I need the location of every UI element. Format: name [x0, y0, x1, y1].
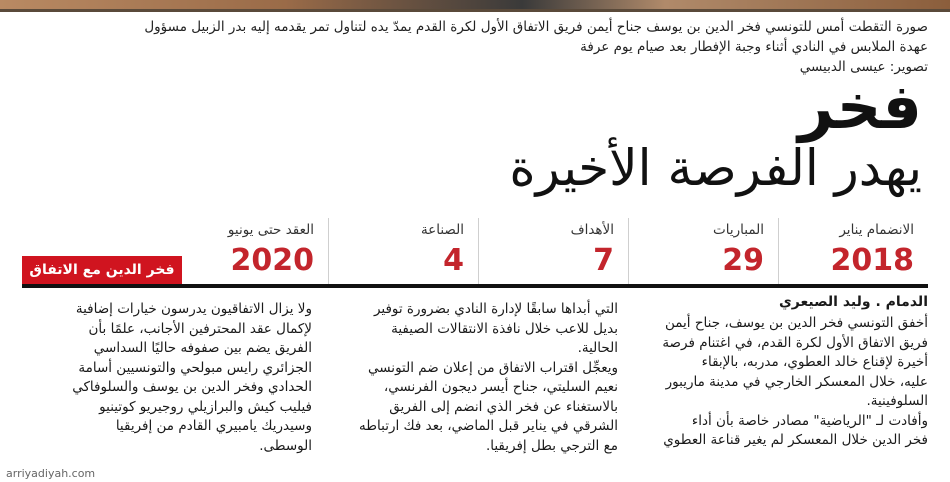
stat-assists — [328, 218, 478, 284]
text-line: ولا يزال الاتفاقيون يدرسون خيارات إضافية — [75, 301, 312, 317]
stat-value: 2018 — [830, 243, 914, 278]
photo-caption — [18, 17, 928, 77]
section-badge: فخر الدين مع الاتفاق — [22, 256, 182, 284]
text-line: مع الترجي بطل إفريقيا. — [485, 437, 618, 454]
stat-goals — [478, 218, 628, 284]
caption-credit: تصوير: عيسى الدبيسي — [799, 59, 928, 75]
headline-main: فخر — [798, 70, 922, 143]
text-line: وأفادت لـ "الرياضية" مصادر خاصة بأن أداء — [691, 412, 928, 429]
caption-line-1: صورة التقطت أمس للتونسي فخر الدين بن يوسف جناح أيمن فريق الاتفاق الأول لكرة القدم يمدّ يده لتناول تمر يقدمه إليه بدر الزبيل مسؤول — [144, 19, 928, 35]
text-line: بديل للاعب خلال نافذة الانتقالات الصيفية — [391, 320, 618, 337]
text-line: فريق الاتفاق الأول لكرة القدم، في اغتنام فرصة — [662, 334, 928, 351]
article-column-1 — [632, 292, 928, 451]
headline-sub: يهدر الفرصة الأخيرة — [509, 139, 922, 197]
text-line: الجزائري رايس مبولحي والتونسيين أسامة — [78, 359, 312, 376]
stat-contract — [178, 218, 328, 284]
text-line: الفريق يضم بين صفوفه حاليًا السداسي — [93, 340, 312, 356]
stat-label: الأهداف — [570, 222, 614, 238]
text-line: بالاستغناء عن فخر الذي انضم إلى الفريق — [389, 398, 618, 415]
text-line: الحالية. — [577, 340, 618, 356]
text-line: السلوفينية. — [866, 393, 928, 409]
text-line: فيليب كيش والبرازيلي روجيريو كوتينيو — [99, 398, 312, 415]
byline: الدمام . وليد الصيعري — [778, 294, 928, 310]
text-line: الوسطى. — [259, 437, 312, 454]
text-line: الحدادي وفخر الدين بن يوسف والسلوفاكي — [72, 379, 312, 395]
stat-label: العقد حتى يونيو — [227, 222, 314, 238]
caption-line-2: عهدة الملابس في النادي أثناء وجبة الإفطار بعد صيام يوم عرفة — [580, 39, 928, 55]
text-line: وسيدريك يامبيري القادم من إفريقيا — [115, 418, 312, 434]
stat-label: الصناعة — [420, 222, 464, 238]
stat-value: 2020 — [230, 243, 314, 278]
divider-rule — [22, 284, 928, 288]
stat-joined — [778, 218, 928, 284]
text-line: عليه، خلال المعسكر الخارجي في مدينة ماريبور — [665, 373, 928, 390]
stat-label: الانضمام يناير — [839, 222, 914, 238]
article-column-2 — [328, 292, 618, 456]
text-line: ويعجِّل اقتراب الاتفاق من إعلان ضم التونسي — [368, 359, 618, 376]
text-line: أخيرة لإقناع خالد العطوي، مدربه، بالإبقاء — [701, 354, 928, 370]
text-line: التي أبداها سابقًا لإدارة النادي بضرورة توفير — [373, 301, 618, 317]
stat-value: 4 — [443, 243, 464, 278]
article-column-3 — [22, 292, 312, 456]
stat-value: 7 — [593, 243, 614, 278]
headline — [222, 70, 922, 196]
photo-strip — [0, 0, 950, 12]
stat-label: المباريات — [713, 222, 764, 238]
text-line: فخر الدين خلال المعسكر لم يغير قناعة العطوي — [663, 432, 928, 448]
stat-matches — [628, 218, 778, 284]
stat-value: 29 — [722, 243, 764, 278]
text-line: الشرقي في يناير قبل الماضي، بعد فك ارتباطه — [359, 418, 618, 434]
site-watermark: arriyadiyah.com — [6, 467, 96, 480]
text-line: أخفق التونسي فخر الدين بن يوسف، جناح أيمن — [664, 315, 928, 331]
text-line: لإكمال عقد المحترفين الأجانب، علمًا بأن — [88, 320, 312, 337]
text-line: نعيم السليتي، جناح أيسر ديجون الفرنسي، — [383, 379, 618, 395]
